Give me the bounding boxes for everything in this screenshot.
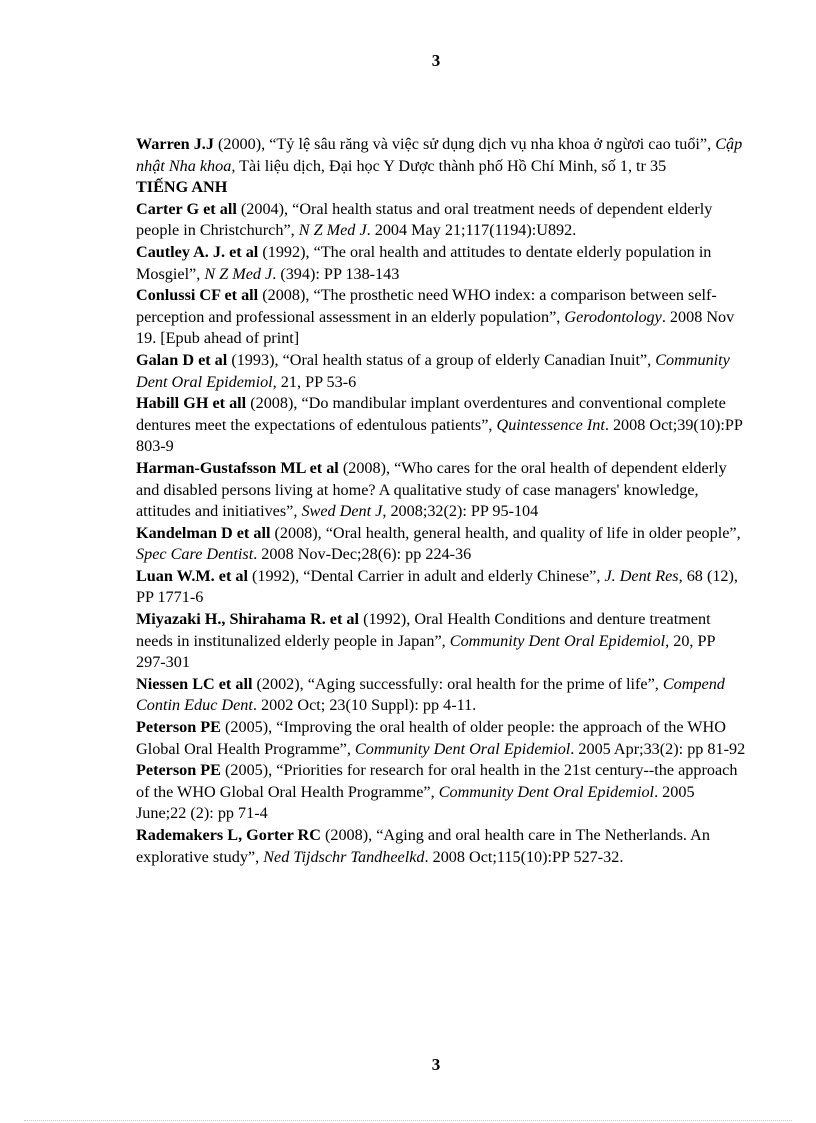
ref-title: “Improving the oral health of older people: the approach of the WHO Global Oral Health Programme”, (136, 718, 726, 758)
ref-rest: 68 (12), PP 1771-6 (136, 566, 738, 607)
ref-rest: . 2008 Oct;39(10):PP 803-9 (136, 415, 743, 456)
ref-rest: 20, PP 297-301 (136, 631, 715, 672)
ref-author: Miyazaki H., Shirahama R. et al (136, 610, 360, 629)
reference-entry (136, 717, 746, 760)
ref-year: (2005), (220, 718, 277, 737)
ref-author: Carter G et all (136, 199, 237, 218)
ref-rest: . 2005 June;22 (2): pp 71-4 (136, 782, 695, 823)
reference-entry (136, 393, 746, 458)
ref-journal: Community Dent Oral Epidemiol, (136, 350, 730, 391)
ref-journal: Community Dent Oral Epidemiol, (449, 631, 670, 650)
section-heading-english: TIẾNG ANH (136, 178, 228, 197)
ref-title: “Do mandibular implant overdentures and conventional complete dentures meet the expectations of edentulous patients”, (136, 394, 726, 434)
reference-entry (136, 242, 746, 285)
ref-title: “Oral health status and oral treatment needs of dependent elderly people in Christchurch”, (136, 199, 713, 240)
ref-author: Rademakers L, Gorter RC (136, 826, 321, 844)
ref-year: (2008), (338, 458, 395, 477)
ref-author: Peterson PE (136, 718, 221, 737)
ref-title: “The prosthetic need WHO index: a comparison between self-perception and professional assessment in an elderly population”, (136, 286, 717, 326)
reference-entry (136, 566, 746, 609)
page-number-top: 3 (431, 51, 441, 70)
ref-year: (2002), (252, 674, 308, 693)
ref-year: (2008), (320, 826, 377, 844)
ref-rest: . 2008 Nov 19. [Epub ahead of print] (136, 307, 735, 348)
reference-entry (136, 458, 746, 523)
ref-title: “Dental Carrier in adult and elderly Chinese”, (303, 566, 605, 585)
page-bottom-divider (24, 1120, 792, 1121)
ref-title: “Oral health status of a group of elderly Canadian Inuit”, (282, 350, 656, 369)
ref-rest: . 2008 Nov-Dec;28(6): pp 224-36 (253, 545, 472, 564)
ref-title: “Who cares for the oral health of dependent elderly and disabled persons living at home? A qualitative study of case managers' knowledge, attitudes and initiatives”, (136, 458, 727, 521)
ref-journal: Cập nhật Nha khoa, (136, 135, 743, 175)
ref-year: (2004), (236, 199, 293, 218)
reference-entry (136, 350, 746, 393)
ref-rest: . (394): PP 138-143 (272, 264, 400, 283)
reference-entry (136, 825, 746, 868)
ref-journal: Community Dent Oral Epidemiol (438, 782, 655, 801)
ref-author: Luan W.M. et al (136, 566, 248, 585)
reference-entry (136, 523, 746, 566)
ref-author: Peterson PE (136, 761, 221, 780)
ref-title: “The oral health and attitudes to dentate elderly population in Mosgiel”, (136, 242, 712, 283)
ref-title: “Aging successfully: oral health for the prime of life”, (307, 674, 663, 693)
reference-entry (136, 134, 746, 177)
ref-year: (1992), (359, 610, 415, 629)
ref-rest: 21, PP 53-6 (276, 372, 357, 391)
ref-author: Conlussi CF et all (136, 286, 259, 305)
ref-journal: Community Dent Oral Epidemiol (354, 739, 571, 758)
ref-rest: . 2004 May 21;117(1194):U892. (366, 221, 577, 240)
ref-rest: Tài liệu dịch, Đại học Y Dược thành phố Hồ Chí Minh, số 1, tr 35 (235, 156, 667, 175)
reference-entry (136, 760, 746, 825)
ref-title: “Priorities for research for oral health in the 21st century--the approach of the WHO Global Oral Health Programme”, (136, 761, 738, 801)
ref-journal: Quintessence Int (496, 415, 605, 434)
ref-author: Niessen LC et all (136, 674, 253, 693)
ref-author: Harman-Gustafsson ML et al (136, 458, 339, 477)
ref-rest: . 2005 Apr;33(2): pp 81-92 (570, 739, 746, 758)
ref-title: Oral Health Conditions and denture treatment needs in institunalized elderly people in Japan”, (136, 610, 711, 650)
ref-rest: , 2008;32(2): PP 95-104 (382, 502, 539, 521)
ref-author: Habill GH et all (136, 394, 247, 413)
ref-author: Warren J.J (136, 135, 214, 153)
ref-year: (1993), (227, 350, 283, 369)
ref-author: Kandelman D et all (136, 523, 271, 542)
ref-journal: N Z Med J (298, 221, 367, 240)
reference-entry (136, 609, 746, 674)
ref-title: “Oral health, general health, and quality of life in older people”, (325, 523, 741, 542)
ref-rest: . 2008 Oct;115(10):PP 527-32. (424, 847, 624, 866)
ref-year: (2005), (220, 761, 277, 780)
ref-journal: Spec Care Dentist (136, 545, 254, 564)
reference-entry (136, 199, 746, 242)
reference-entry (136, 285, 746, 350)
ref-year: (1992), (258, 242, 314, 261)
ref-year: (1992), (247, 566, 304, 585)
ref-year: (2008), (270, 523, 326, 542)
ref-year: (2008), (258, 286, 314, 305)
ref-journal: N Z Med J (204, 264, 273, 283)
ref-author: Cautley A. J. et al (136, 242, 259, 261)
ref-journal: Gerodontology (564, 307, 662, 326)
ref-journal: Compend Contin Educ Dent (136, 674, 725, 715)
ref-journal: J. Dent Res, (604, 566, 683, 585)
ref-journal: Ned Tijdschr Tandheelkd (263, 847, 425, 866)
ref-title: “Tỷ lệ sâu răng và việc sử dụng dịch vụ nha khoa ở ngừơi cao tuổi”, (269, 135, 716, 153)
ref-year: (2008), (246, 394, 302, 413)
reference-list (136, 134, 746, 868)
ref-author: Galan D et al (136, 350, 228, 369)
ref-title: “Aging and oral health care in The Netherlands. An explorative study”, (136, 826, 710, 866)
page-number-bottom: 3 (431, 1055, 441, 1074)
reference-entry (136, 674, 746, 717)
ref-rest: . 2002 Oct; 23(10 Suppl): pp 4-11. (252, 696, 477, 715)
ref-journal: Swed Dent J (301, 502, 383, 521)
ref-year: (2000), (213, 135, 270, 153)
